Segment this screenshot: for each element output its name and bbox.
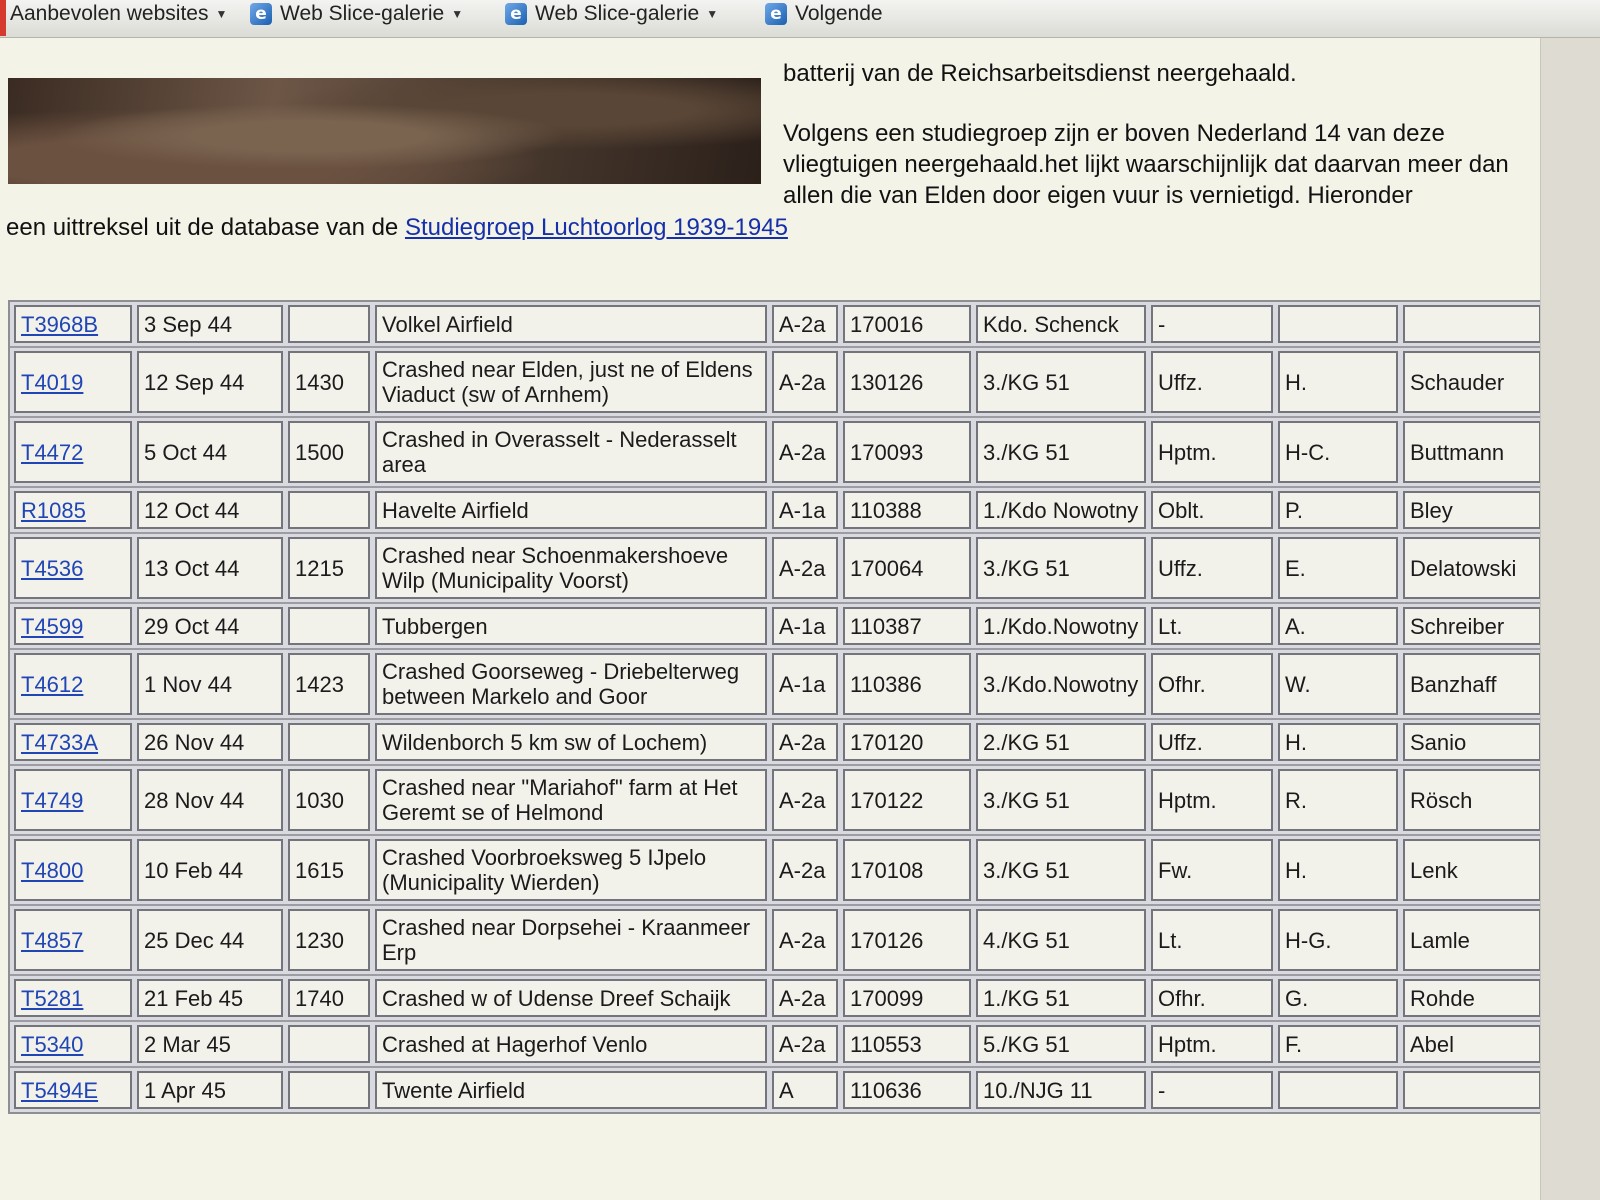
suggested-sites-label: Aanbevolen websites xyxy=(10,2,209,25)
chevron-down-icon: ▼ xyxy=(451,7,464,21)
ie-icon: e xyxy=(505,3,527,25)
unit-cell: 3./KG 51 xyxy=(976,351,1146,413)
rank-cell: Uffz. xyxy=(1151,723,1273,761)
name-cell: Rösch xyxy=(1403,769,1541,831)
name-cell: Schauder xyxy=(1403,351,1541,413)
record-link[interactable]: T4472 xyxy=(21,439,84,465)
rank-cell: Oblt. xyxy=(1151,491,1273,529)
record-id-cell xyxy=(14,421,132,483)
time-cell: 1230 xyxy=(288,909,370,971)
name-cell: Sanio xyxy=(1403,723,1541,761)
table-row xyxy=(10,976,1562,1022)
type-cell: A-1a xyxy=(772,491,838,529)
article-intro xyxy=(6,214,788,242)
name-cell: Abel xyxy=(1403,1025,1541,1063)
record-id-cell xyxy=(14,839,132,901)
initials-cell: H-C. xyxy=(1278,421,1398,483)
crash-database-table xyxy=(8,300,1564,1114)
name-cell xyxy=(1403,305,1541,343)
record-link[interactable]: T4019 xyxy=(21,369,84,395)
werknummer-cell: 170108 xyxy=(843,839,971,901)
unit-cell: 3./KG 51 xyxy=(976,769,1146,831)
record-id-cell xyxy=(14,305,132,343)
date-cell: 13 Oct 44 xyxy=(137,537,283,599)
time-cell: 1500 xyxy=(288,421,370,483)
werknummer-cell: 170122 xyxy=(843,769,971,831)
record-link[interactable]: T5340 xyxy=(21,1031,84,1057)
rank-cell: Ofhr. xyxy=(1151,979,1273,1017)
rank-cell: - xyxy=(1151,1071,1273,1109)
favorites-item-next[interactable] xyxy=(765,2,883,26)
rank-cell: Ofhr. xyxy=(1151,653,1273,715)
table-row xyxy=(10,720,1562,766)
article-text-top: batterij van de Reichsarbeitsdienst neergehaald. xyxy=(783,60,1297,87)
record-link[interactable]: T4749 xyxy=(21,787,84,813)
unit-cell: 1./KG 51 xyxy=(976,979,1146,1017)
record-id-cell xyxy=(14,607,132,645)
web-slice-gallery-2-label: Web Slice-galerie xyxy=(535,2,700,25)
favorites-item-web-slice-gallery-2[interactable] xyxy=(505,2,718,26)
location-cell: Crashed w of Udense Dreef Schaijk xyxy=(375,979,767,1017)
record-id-cell xyxy=(14,769,132,831)
type-cell: A xyxy=(772,1071,838,1109)
unit-cell: 4./KG 51 xyxy=(976,909,1146,971)
rank-cell: Uffz. xyxy=(1151,351,1273,413)
werknummer-cell: 170093 xyxy=(843,421,971,483)
rank-cell: Hptm. xyxy=(1151,421,1273,483)
werknummer-cell: 110388 xyxy=(843,491,971,529)
ie-icon: e xyxy=(250,3,272,25)
time-cell xyxy=(288,607,370,645)
record-link[interactable]: T5494E xyxy=(21,1077,99,1103)
unit-cell: 3./KG 51 xyxy=(976,839,1146,901)
type-cell: A-2a xyxy=(772,839,838,901)
name-cell: Banzhaff xyxy=(1403,653,1541,715)
rank-cell: Uffz. xyxy=(1151,537,1273,599)
location-cell: Crashed Goorseweg - Driebelterweg between Markelo and Goor xyxy=(375,653,767,715)
type-cell: A-2a xyxy=(772,909,838,971)
initials-cell: H. xyxy=(1278,839,1398,901)
type-cell: A-2a xyxy=(772,537,838,599)
location-cell: Crashed near Dorpsehei - Kraanmeer Erp xyxy=(375,909,767,971)
name-cell xyxy=(1403,1071,1541,1109)
date-cell: 3 Sep 44 xyxy=(137,305,283,343)
table-row xyxy=(10,650,1562,720)
type-cell: A-2a xyxy=(772,421,838,483)
name-cell: Rohde xyxy=(1403,979,1541,1017)
table-row xyxy=(10,836,1562,906)
article-paragraph: Volgens een studiegroep zijn er boven Nederland 14 van deze vliegtuigen neergehaald.het lijkt waarschijnlijk dat daarvan meer dan allen die van Elden door eigen vuur is vernietigd. Hieronder xyxy=(783,120,1509,209)
initials-cell xyxy=(1278,305,1398,343)
name-cell: Delatowski xyxy=(1403,537,1541,599)
favorites-item-suggested-sites[interactable] xyxy=(10,2,227,26)
time-cell xyxy=(288,1025,370,1063)
record-id-cell xyxy=(14,1071,132,1109)
rank-cell: Hptm. xyxy=(1151,769,1273,831)
record-id-cell xyxy=(14,491,132,529)
date-cell: 26 Nov 44 xyxy=(137,723,283,761)
unit-cell: 2./KG 51 xyxy=(976,723,1146,761)
unit-cell: 10./NJG 11 xyxy=(976,1071,1146,1109)
table-row xyxy=(10,1022,1562,1068)
location-cell: Crashed in Overasselt - Nederasselt area xyxy=(375,421,767,483)
date-cell: 28 Nov 44 xyxy=(137,769,283,831)
chevron-down-icon: ▼ xyxy=(706,7,719,21)
location-cell: Wildenborch 5 km sw of Lochem) xyxy=(375,723,767,761)
initials-cell xyxy=(1278,1071,1398,1109)
date-cell: 5 Oct 44 xyxy=(137,421,283,483)
werknummer-cell: 170099 xyxy=(843,979,971,1017)
date-cell: 1 Nov 44 xyxy=(137,653,283,715)
type-cell: A-2a xyxy=(772,979,838,1017)
date-cell: 1 Apr 45 xyxy=(137,1071,283,1109)
record-id-cell xyxy=(14,653,132,715)
location-cell: Crashed near "Mariahof" farm at Het Geremt se of Helmond xyxy=(375,769,767,831)
record-id-cell xyxy=(14,723,132,761)
werknummer-cell: 130126 xyxy=(843,351,971,413)
initials-cell: W. xyxy=(1278,653,1398,715)
table-row xyxy=(10,1068,1562,1112)
location-cell: Crashed near Schoenmakershoeve Wilp (Municipality Voorst) xyxy=(375,537,767,599)
initials-cell: H-G. xyxy=(1278,909,1398,971)
time-cell: 1215 xyxy=(288,537,370,599)
name-cell: Buttmann xyxy=(1403,421,1541,483)
ie-icon: e xyxy=(765,3,787,25)
name-cell: Schreiber xyxy=(1403,607,1541,645)
date-cell: 29 Oct 44 xyxy=(137,607,283,645)
rank-cell: Fw. xyxy=(1151,839,1273,901)
werknummer-cell: 110387 xyxy=(843,607,971,645)
time-cell: 1615 xyxy=(288,839,370,901)
window-edge xyxy=(1540,38,1600,1200)
initials-cell: A. xyxy=(1278,607,1398,645)
record-id-cell xyxy=(14,351,132,413)
location-cell: Crashed near Elden, just ne of Eldens Viaduct (sw of Arnhem) xyxy=(375,351,767,413)
location-cell: Tubbergen xyxy=(375,607,767,645)
time-cell: 1423 xyxy=(288,653,370,715)
location-cell: Volkel Airfield xyxy=(375,305,767,343)
name-cell: Bley xyxy=(1403,491,1541,529)
table-row xyxy=(10,534,1562,604)
time-cell xyxy=(288,305,370,343)
favorites-item-web-slice-gallery[interactable] xyxy=(250,2,463,26)
location-cell: Havelte Airfield xyxy=(375,491,767,529)
favorites-accent xyxy=(0,0,6,36)
unit-cell: 1./Kdo.Nowotny xyxy=(976,607,1146,645)
favorites-bar xyxy=(0,0,1600,38)
rank-cell: Hptm. xyxy=(1151,1025,1273,1063)
table-row xyxy=(10,906,1562,976)
record-id-cell xyxy=(14,1025,132,1063)
record-link[interactable]: R1085 xyxy=(21,497,86,523)
location-cell: Crashed Voorbroeksweg 5 IJpelo (Municipality Wierden) xyxy=(375,839,767,901)
record-link[interactable]: T5281 xyxy=(21,985,84,1011)
location-cell: Twente Airfield xyxy=(375,1071,767,1109)
werknummer-cell: 170064 xyxy=(843,537,971,599)
time-cell xyxy=(288,1071,370,1109)
unit-cell: Kdo. Schenck xyxy=(976,305,1146,343)
initials-cell: H. xyxy=(1278,723,1398,761)
initials-cell: G. xyxy=(1278,979,1398,1017)
chevron-down-icon: ▼ xyxy=(215,7,228,21)
intro-text: een uittreksel uit de database van de xyxy=(6,214,405,241)
werknummer-cell: 170016 xyxy=(843,305,971,343)
initials-cell: F. xyxy=(1278,1025,1398,1063)
time-cell xyxy=(288,491,370,529)
table-row xyxy=(10,766,1562,836)
unit-cell: 3./KG 51 xyxy=(976,421,1146,483)
rank-cell: - xyxy=(1151,305,1273,343)
table-row xyxy=(10,488,1562,534)
type-cell: A-2a xyxy=(772,351,838,413)
next-label: Volgende xyxy=(795,2,883,25)
date-cell: 25 Dec 44 xyxy=(137,909,283,971)
article-photo xyxy=(8,78,761,184)
type-cell: A-2a xyxy=(772,723,838,761)
rank-cell: Lt. xyxy=(1151,607,1273,645)
table-row xyxy=(10,418,1562,488)
time-cell xyxy=(288,723,370,761)
werknummer-cell: 170120 xyxy=(843,723,971,761)
unit-cell: 3./KG 51 xyxy=(976,537,1146,599)
name-cell: Lenk xyxy=(1403,839,1541,901)
initials-cell: R. xyxy=(1278,769,1398,831)
record-link[interactable]: T4800 xyxy=(21,857,84,883)
table-row xyxy=(10,302,1562,348)
studiegroep-link[interactable]: Studiegroep Luchtoorlog 1939-1945 xyxy=(404,214,788,241)
record-link[interactable]: T4857 xyxy=(21,927,84,953)
record-link[interactable]: T3968B xyxy=(21,311,99,337)
werknummer-cell: 170126 xyxy=(843,909,971,971)
name-cell: Lamle xyxy=(1403,909,1541,971)
type-cell: A-2a xyxy=(772,769,838,831)
initials-cell: H. xyxy=(1278,351,1398,413)
record-id-cell xyxy=(14,979,132,1017)
location-cell: Crashed at Hagerhof Venlo xyxy=(375,1025,767,1063)
date-cell: 2 Mar 45 xyxy=(137,1025,283,1063)
page-content xyxy=(0,38,1540,1200)
date-cell: 21 Feb 45 xyxy=(137,979,283,1017)
record-link[interactable]: T4599 xyxy=(21,613,84,639)
date-cell: 10 Feb 44 xyxy=(137,839,283,901)
werknummer-cell: 110553 xyxy=(843,1025,971,1063)
werknummer-cell: 110386 xyxy=(843,653,971,715)
type-cell: A-1a xyxy=(772,653,838,715)
record-id-cell xyxy=(14,909,132,971)
date-cell: 12 Oct 44 xyxy=(137,491,283,529)
werknummer-cell: 110636 xyxy=(843,1071,971,1109)
initials-cell: E. xyxy=(1278,537,1398,599)
initials-cell: P. xyxy=(1278,491,1398,529)
web-slice-gallery-label: Web Slice-galerie xyxy=(280,2,445,25)
type-cell: A-2a xyxy=(772,305,838,343)
table-row xyxy=(10,604,1562,650)
time-cell: 1740 xyxy=(288,979,370,1017)
unit-cell: 3./Kdo.Nowotny xyxy=(976,653,1146,715)
unit-cell: 5./KG 51 xyxy=(976,1025,1146,1063)
rank-cell: Lt. xyxy=(1151,909,1273,971)
unit-cell: 1./Kdo Nowotny xyxy=(976,491,1146,529)
type-cell: A-1a xyxy=(772,607,838,645)
time-cell: 1030 xyxy=(288,769,370,831)
record-link[interactable]: T4536 xyxy=(21,555,84,581)
table-row xyxy=(10,348,1562,418)
date-cell: 12 Sep 44 xyxy=(137,351,283,413)
type-cell: A-2a xyxy=(772,1025,838,1063)
record-id-cell xyxy=(14,537,132,599)
time-cell: 1430 xyxy=(288,351,370,413)
record-link[interactable]: T4733A xyxy=(21,729,99,755)
record-link[interactable]: T4612 xyxy=(21,671,84,697)
